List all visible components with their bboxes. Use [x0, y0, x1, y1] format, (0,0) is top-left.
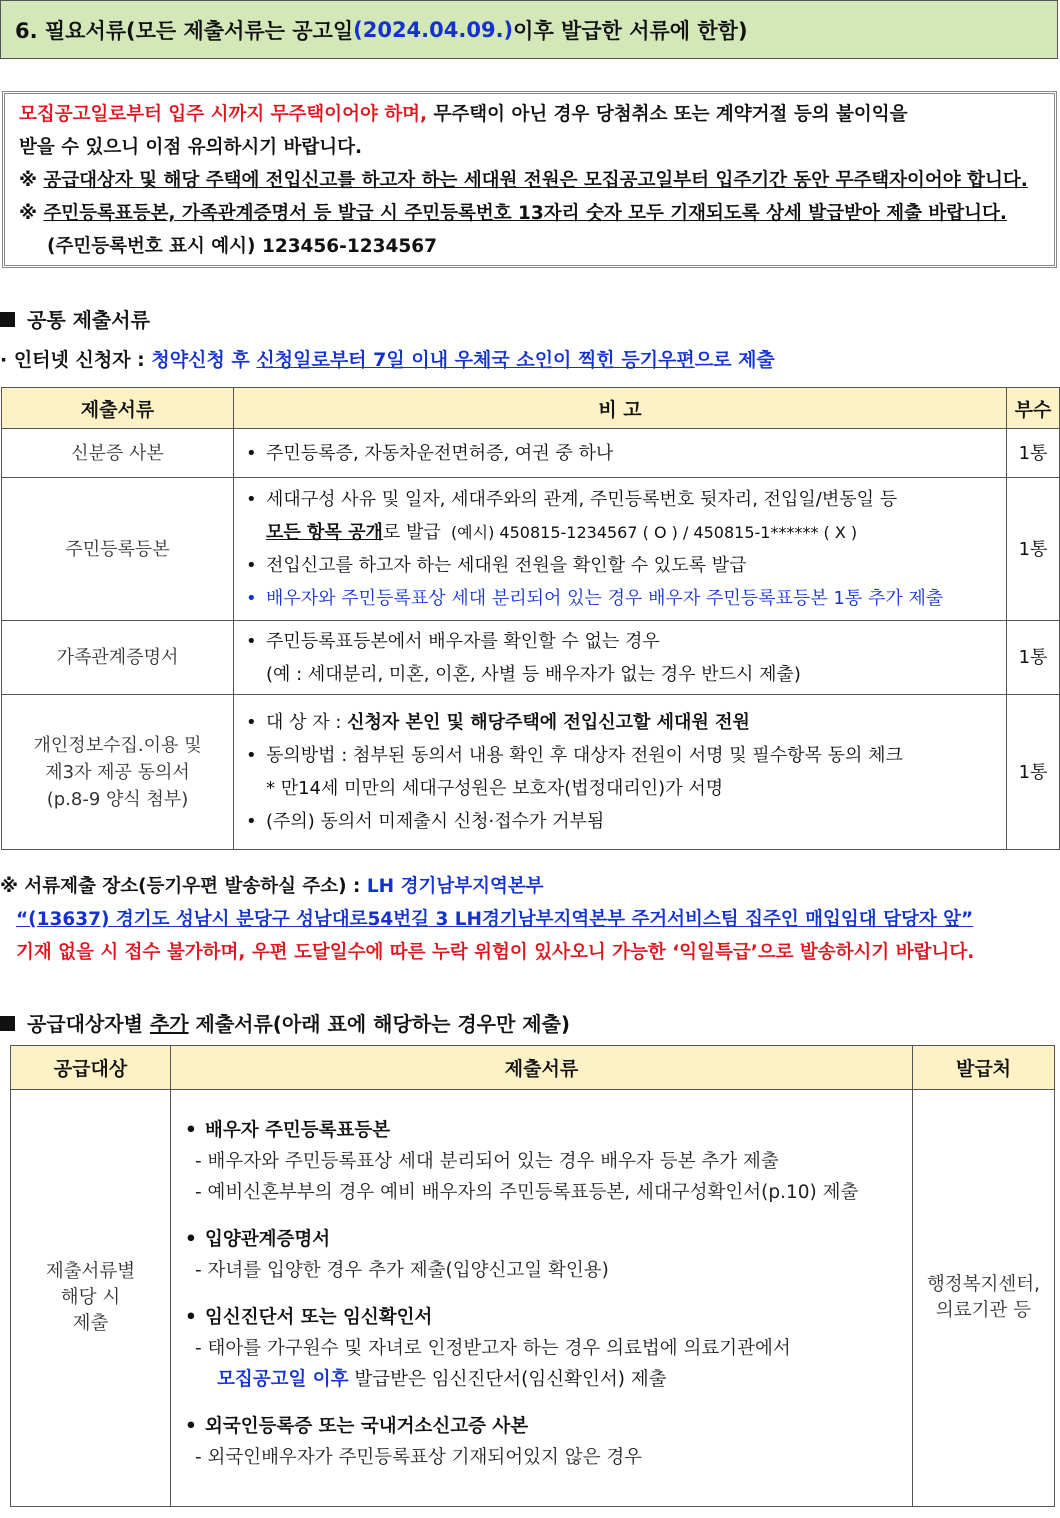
doc-note: [234, 621, 1007, 695]
additional-docs-list: [171, 1090, 913, 1507]
submission-warning: 기재 없을 시 접수 불가하며, 우편 도달일수에 따른 누락 위험이 있사오니 가능한 ‘익일특급’으로 발송하시기 바랍니다.: [16, 942, 975, 963]
note-continuation: (예 : 세대분리, 미혼, 이혼, 사별 등 배우자가 없는 경우 반드시 제출): [266, 663, 801, 685]
notice-line-1-rest: 무주택이 아닌 경우 당첨취소 또는 계약거절 등의 불이익을: [427, 104, 908, 125]
supply-target-line: 제출: [72, 1313, 109, 1334]
doc-name-line: (p.8-9 양식 첨부): [46, 788, 189, 810]
bullet-dot-icon: •: [246, 745, 257, 766]
submission-place-label: ※ 서류제출 장소(등기우편 발송하실 주소) :: [0, 876, 367, 897]
doc-detail: - 자녀를 입양한 경우 추가 제출(입양신고일 확인용): [195, 1260, 609, 1281]
note-bullet: [246, 805, 1002, 838]
section-title-bar: [0, 0, 1058, 59]
section-title-pre: 6. 필요서류(모든 제출서류는 공고일: [15, 18, 354, 43]
notice-line-1: [19, 98, 1040, 131]
notice-line-3: [19, 164, 1040, 197]
additional-heading-underlined: 추가: [149, 1012, 189, 1036]
doc-group-title: [185, 1411, 906, 1442]
col-header-target: 공급대상: [11, 1046, 171, 1090]
internet-pre: 청약신청 후: [151, 349, 257, 371]
doc-copies: 1통: [1007, 429, 1060, 478]
note-text: (주의) 동의서 미제출시 신청·접수가 거부됨: [266, 811, 605, 832]
submission-address: “(13637) 경기도 성남시 분당구 성남대로54번길 3 LH경기남부지역본부 주거서비스팀 집주인 매입임대 담당자 앞”: [16, 909, 974, 930]
doc-group: [185, 1302, 906, 1395]
table-row: [11, 1090, 1055, 1507]
internet-underlined: 신청일로부터 7일 이내 우체국 소인이 찍힌 등기우편: [256, 349, 695, 371]
doc-group: [185, 1224, 906, 1286]
table-header-row: [11, 1046, 1055, 1090]
note-text: 로 발급: [382, 522, 441, 543]
doc-note: [234, 478, 1007, 621]
additional-docs-table: [10, 1045, 1055, 1507]
doc-copies: 1통: [1007, 695, 1060, 850]
section-title-post: 이후 발급한 서류에 한함): [513, 18, 748, 43]
internet-label: · 인터넷 신청자 :: [0, 349, 152, 371]
col-header-note: 비 고: [234, 388, 1007, 429]
bullet-dot-icon: •: [246, 630, 257, 652]
issuer: [913, 1090, 1055, 1507]
doc-group-title: [185, 1302, 906, 1333]
col-header-docs: 제출서류: [171, 1046, 913, 1090]
table-row: [2, 429, 1060, 478]
issuer-line: 의료기관 등: [935, 1300, 1032, 1321]
notice-line-2: 받을 수 있으니 이점 유의하시기 바랍니다.: [19, 137, 363, 158]
note-text: 동의방법 : 첨부된 동의서 내용 확인 후 대상자 전원이 서명 및 필수항목 동의 체크: [266, 745, 903, 766]
note-emphasis: 모든 항목 공개: [266, 522, 383, 543]
note-text: 주민등록표등본에서 배우자를 확인할 수 없는 경우: [266, 630, 660, 652]
common-docs-heading-text: 공통 제출서류: [27, 308, 150, 332]
note-label: 대 상 자 :: [266, 712, 348, 733]
notice-line-4-text: 주민등록표등본, 가족관계증명서 등 발급 시 주민등록번호 13자리 숫자 모두 기재되도록 상세 발급받아 제출 바랍니다.: [43, 203, 1007, 224]
bullet-dot-icon: •: [185, 1120, 197, 1141]
doc-name-line: 제3자 제공 동의서: [45, 761, 190, 783]
additional-docs-heading: [0, 1008, 570, 1037]
bullet-dot-icon: •: [185, 1416, 197, 1437]
supply-target: [11, 1090, 171, 1507]
bullet-dot-icon: •: [246, 588, 257, 609]
bullet-dot-icon: •: [246, 712, 257, 733]
doc-detail: - 예비신혼부부의 경우 예비 배우자의 주민등록표등본, 세대구성확인서(p.10) 제출: [195, 1182, 859, 1203]
note-bullet: [246, 437, 1002, 470]
doc-copies: 1통: [1007, 478, 1060, 621]
notice-box: [2, 91, 1057, 268]
supply-target-line: 해당 시: [60, 1287, 121, 1308]
doc-group-title-text: 배우자 주민등록표등본: [205, 1120, 391, 1141]
doc-detail: - 배우자와 주민등록표상 세대 분리되어 있는 경우 배우자 등본 추가 제출: [195, 1151, 779, 1172]
note-bullet: [246, 483, 1002, 516]
table-row: [2, 621, 1060, 695]
notice-line-1-red: 모집공고일로부터 입주 시까지 무주택이어야 하며,: [19, 104, 428, 125]
bullet-dot-icon: •: [246, 489, 257, 510]
doc-group-title: [185, 1224, 906, 1255]
bullet-dot-icon: •: [185, 1229, 197, 1250]
bullet-dot-icon: •: [246, 555, 257, 576]
supply-target-line: 제출서류별: [45, 1261, 136, 1282]
table-header-row: [2, 388, 1060, 429]
common-docs-heading: [0, 304, 150, 333]
common-docs-table: [1, 387, 1060, 850]
doc-note: [234, 429, 1007, 478]
doc-name: 가족관계증명서: [2, 621, 234, 695]
doc-name: 주민등록등본: [2, 478, 234, 621]
doc-name: 신분증 사본: [2, 429, 234, 478]
bullet-dot-icon: •: [246, 442, 257, 464]
notice-line-3-text: 공급대상자 및 해당 주택에 전입신고를 하고자 하는 세대원 전원은 모집공고일부터 입주기간 동안 무주택자이어야 합니다.: [43, 170, 1028, 191]
note-text: 주민등록증, 자동차운전면허증, 여권 중 하나: [266, 442, 614, 464]
table-row: [2, 478, 1060, 621]
doc-group-title: [185, 1115, 906, 1146]
col-header-doc: 제출서류: [2, 388, 234, 429]
notice-mark: ※: [19, 203, 44, 224]
note-bullet: [246, 625, 1002, 658]
doc-group-title-text: 임신진단서 또는 임신확인서: [205, 1307, 433, 1328]
submission-office: LH 경기남부지역본부: [366, 876, 544, 897]
note-bullet: [246, 549, 1002, 582]
note-text: 배우자와 주민등록표상 세대 분리되어 있는 경우 배우자 주민등록표등본 1통 추가 제출: [266, 588, 944, 609]
doc-detail: - 외국인배우자가 주민등록표상 기재되어있지 않은 경우: [195, 1447, 643, 1468]
internet-applicant-line: [0, 345, 775, 372]
additional-heading-pre: 공급대상자별: [27, 1012, 150, 1036]
doc-detail-continuation: [185, 1364, 906, 1395]
doc-copies: 1통: [1007, 621, 1060, 695]
bullet-dot-icon: •: [185, 1307, 197, 1328]
notice-line-5: (주민등록번호 표시 예시) 123456-1234567: [47, 236, 437, 257]
col-header-issuer: 발급처: [913, 1046, 1055, 1090]
table-row: [2, 695, 1060, 850]
doc-group: [185, 1115, 906, 1208]
doc-name-line: 개인정보수집.이용 및: [33, 734, 202, 756]
doc-group: [185, 1411, 906, 1473]
note-continuation: [246, 516, 1002, 549]
square-bullet-icon: [0, 1016, 15, 1031]
col-header-copies: 부수: [1007, 388, 1060, 429]
note-text: 전입신고를 하고자 하는 세대원 전원을 확인할 수 있도록 발급: [266, 555, 747, 576]
additional-heading-post: 제출서류(아래 표에 해당하는 경우만 제출): [188, 1012, 571, 1036]
internet-post: 으로 제출: [694, 349, 775, 371]
bullet-dot-icon: •: [246, 811, 257, 832]
issuer-line: 행정복지센터,: [926, 1274, 1041, 1295]
note-text: 세대구성 사유 및 일자, 세대주와의 관계, 주민등록번호 뒷자리, 전입일/변동일 등: [266, 489, 898, 510]
doc-name: [2, 695, 234, 850]
doc-note: [234, 695, 1007, 850]
doc-group-title-text: 입양관계증명서: [205, 1229, 331, 1250]
doc-detail-emphasis: 모집공고일 이후: [217, 1369, 349, 1390]
note-bullet: [246, 739, 1002, 772]
note-continuation: * 만14세 미만의 세대구성원은 보호자(법정대리인)가 서명: [266, 778, 724, 799]
doc-group-title-text: 외국인등록증 또는 국내거소신고증 사본: [205, 1416, 529, 1437]
note-bullet: [246, 582, 1002, 615]
note-emphasis: 신청자 본인 및 해당주택에 전입신고할 세대원 전원: [347, 712, 750, 733]
submission-place-line: [0, 870, 1060, 903]
notice-mark: ※: [19, 170, 44, 191]
doc-detail: - 태아를 가구원수 및 자녀로 인정받고자 하는 경우 의료법에 의료기관에서: [195, 1338, 791, 1359]
submission-place: [0, 870, 1060, 969]
note-bullet: [246, 706, 1002, 739]
note-example: (예시) 450815-1234567 ( O ) / 450815-1****** ( X ): [440, 523, 858, 542]
section-title-date: (2024.04.09.): [353, 17, 514, 42]
square-bullet-icon: [0, 312, 15, 327]
doc-detail-text: 발급받은 임신진단서(임신확인서) 제출: [348, 1369, 667, 1390]
notice-line-4: [19, 197, 1040, 230]
